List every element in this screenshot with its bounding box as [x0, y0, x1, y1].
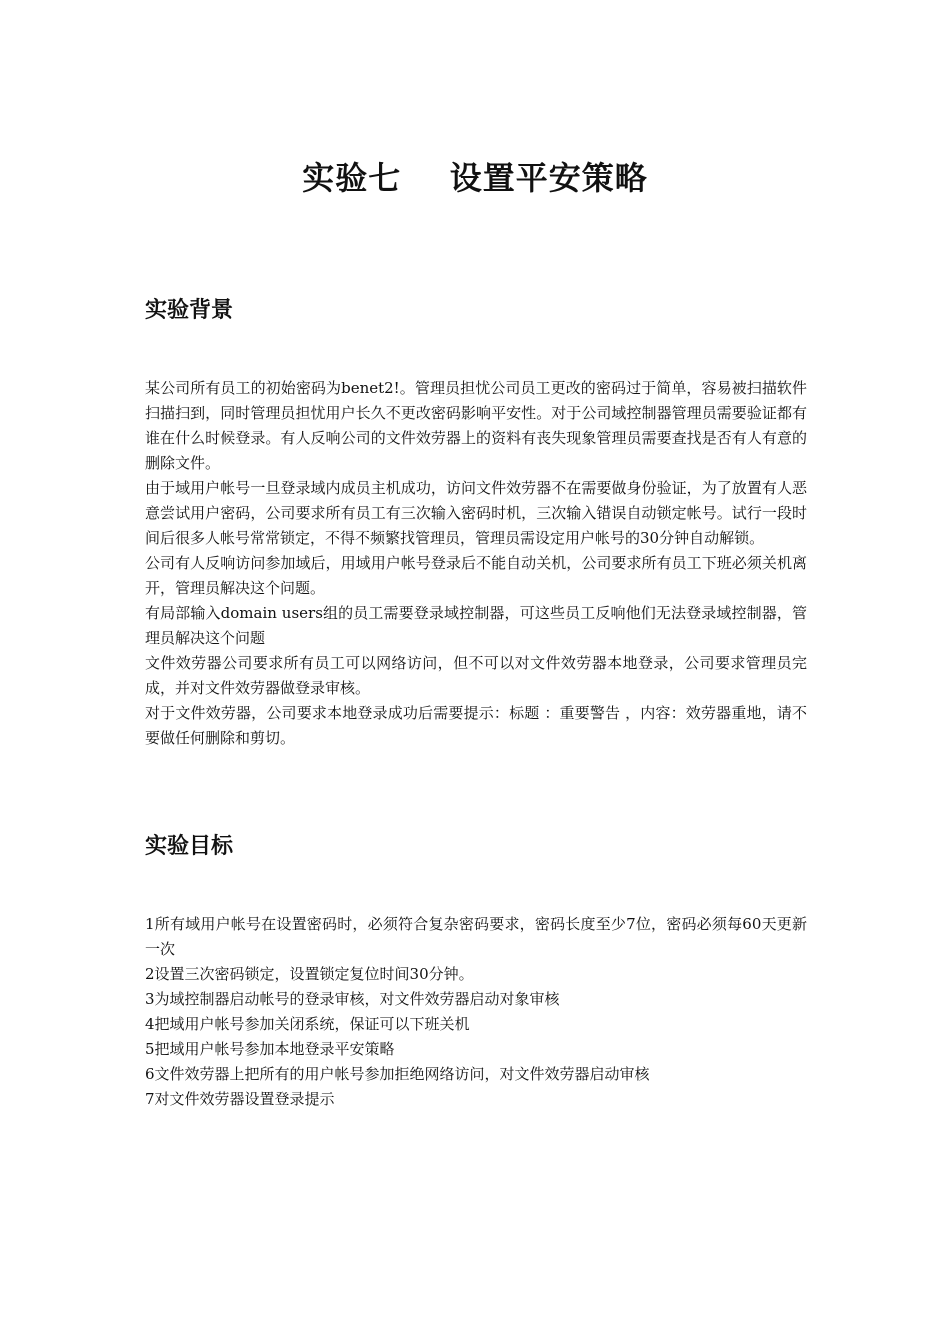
background-paragraph: 文件效劳器公司要求所有员工可以网络访问，但不可以对文件效劳器本地登录，公司要求管理员完成，并对文件效劳器做登录审核。: [145, 654, 807, 697]
background-paragraph: 有局部输入domain users组的员工需要登录域控制器，可这些员工反响他们无法登录域控制器，管理员解决这个问题: [145, 604, 807, 647]
section-heading-background: 实验背景: [145, 298, 234, 323]
goal-list-item: 6文件效劳器上把所有的用户帐号参加拒绝网络访问，对文件效劳器启动审核: [145, 1065, 650, 1083]
section-body-background: [145, 376, 807, 751]
background-paragraph: 对于文件效劳器，公司要求本地登录成功后需要提示：标题 ：重要警告 ，内容：效劳器重地，请不要做任何删除和剪切。: [145, 704, 807, 747]
goal-list-item: 3为域控制器启动帐号的登录审核，对文件效劳器启动对象审核: [145, 990, 560, 1008]
background-paragraph: 由于域用户帐号一旦登录域内成员主机成功，访问文件效劳器不在需要做身份验证，为了放置有人恶意尝试用户密码，公司要求所有员工有三次输入密码时机，三次输入错误自动锁定帐号。试行一段时间后很多人帐号常常锁定，不得不频繁找管理员，管理员需设定用户帐号的30分钟自动解锁。: [145, 479, 807, 547]
goal-list-item: 5把域用户帐号参加本地登录平安策略: [145, 1040, 395, 1058]
goal-list-item: 1所有域用户帐号在设置密码时，必须符合复杂密码要求，密码长度至少7位，密码必须每60天更新一次: [145, 915, 807, 958]
goal-list-item: 4把域用户帐号参加关闭系统，保证可以下班关机: [145, 1015, 470, 1033]
section-heading-goals: 实验目标: [145, 834, 234, 859]
goal-list-item: 2设置三次密码锁定，设置锁定复位时间30分钟。: [145, 965, 474, 983]
background-paragraph: 某公司所有员工的初始密码为benet2!。管理员担忧公司员工更改的密码过于简单，容易被扫描软件扫描扫到，同时管理员担忧用户长久不更改密码影响平安性。对于公司域控制器管理员需要验证都有谁在什么时候登录。有人反响公司的文件效劳器上的资料有丧失现象管理员需要查找是否有人有意的删除文件。: [145, 379, 807, 472]
document-title: 实验七 设置平安策略: [302, 159, 648, 197]
goal-list-item: 7对文件效劳器设置登录提示: [145, 1090, 335, 1108]
background-paragraph: 公司有人反响访问参加域后，用域用户帐号登录后不能自动关机，公司要求所有员工下班必须关机离开，管理员解决这个问题。: [145, 554, 807, 597]
section-body-goals: [145, 912, 807, 1112]
